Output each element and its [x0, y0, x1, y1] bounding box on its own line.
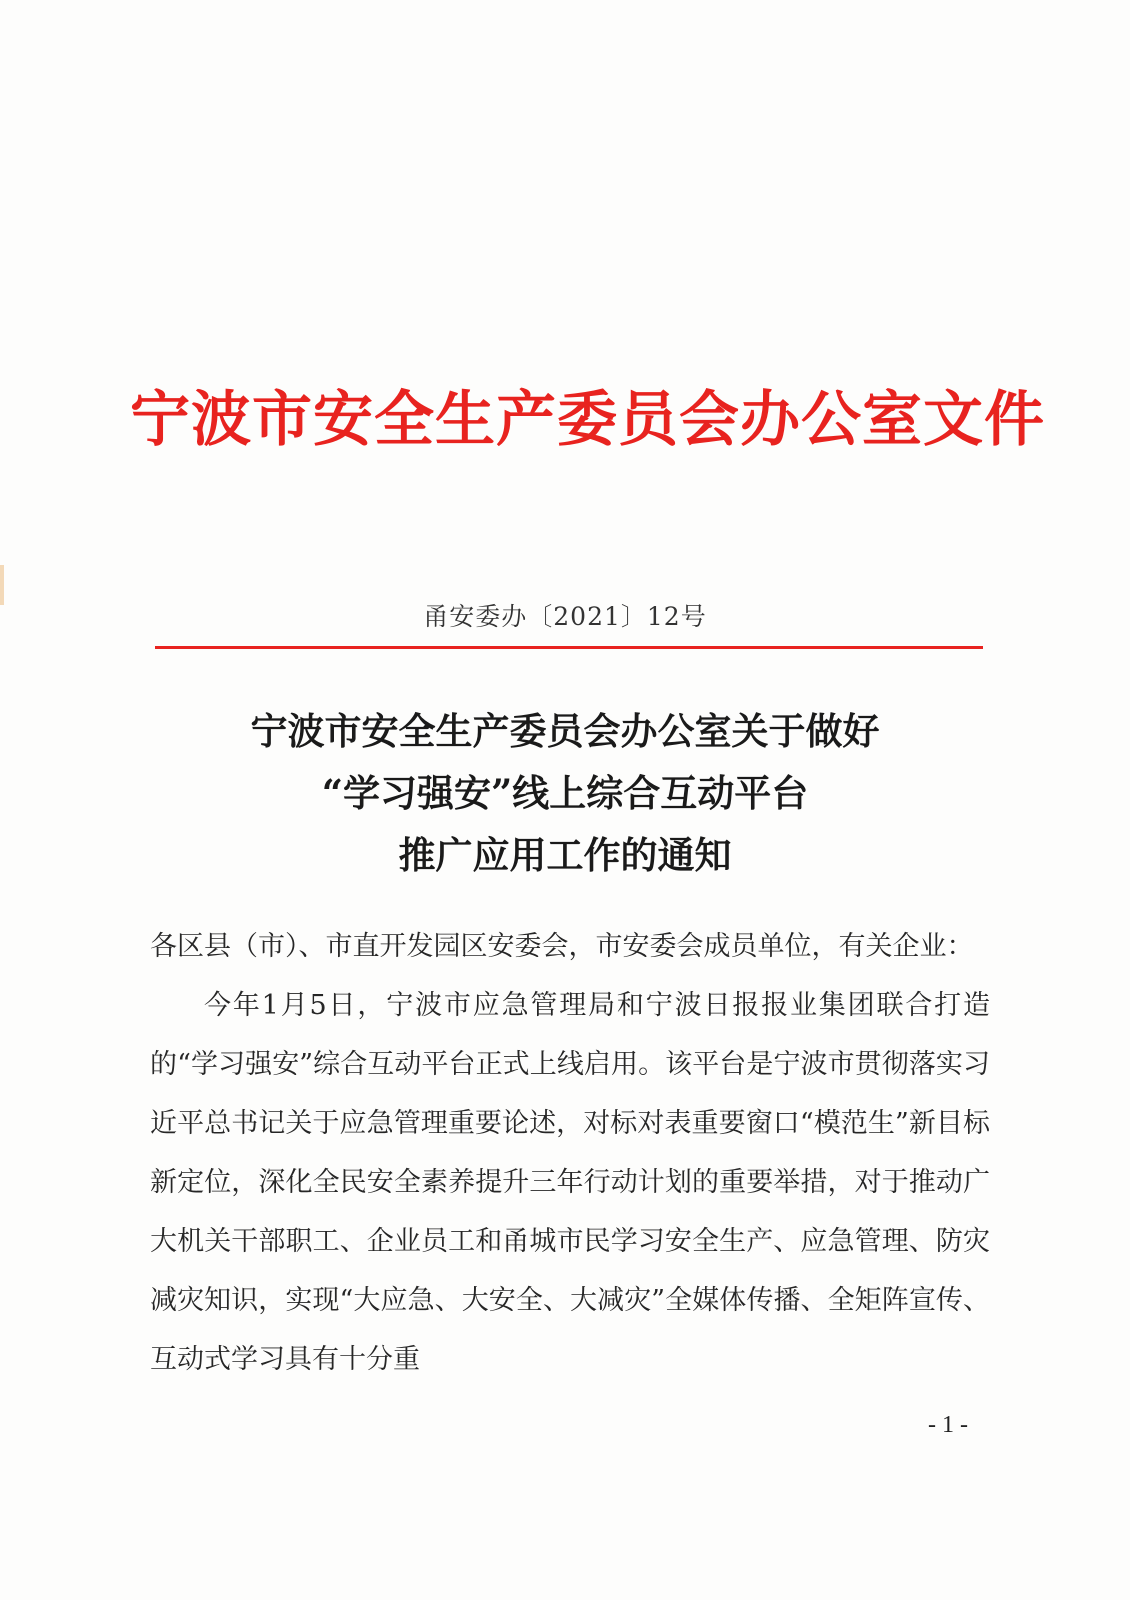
salutation: 各区县（市）、市直开发园区安委会，市安委会成员单位，有关企业：	[150, 931, 974, 962]
red-separator-line	[155, 646, 983, 649]
document-body	[150, 917, 990, 1389]
issuer-file-header: 宁波市安全生产委员会办公室文件	[130, 385, 1045, 455]
body-paragraph: 今年1月5日，宁波市应急管理局和宁波日报报业集团联合打造的“学习强安”综合互动平台正式上线启用。该平台是宁波市贯彻落实习近平总书记关于应急管理重要论述，对标对表重要窗口“模范生”新目标新定位，深化全民安全素养提升三年行动计划的重要举措，对于推动广大机关干部职工、企业员工和甬城市民学习安全生产、应急管理、防灾减灾知识，实现“大应急、大安全、大减灾”全媒体传播、全矩阵宣传、互动式学习具有十分重	[150, 990, 990, 1375]
document-title	[140, 700, 990, 886]
title-line-1: 宁波市安全生产委员会办公室关于做好	[250, 709, 880, 753]
title-line-2: “学习强安”线上综合互动平台	[321, 771, 809, 815]
page-number: - 1 -	[928, 1412, 968, 1438]
title-line-3: 推广应用工作的通知	[398, 833, 732, 877]
document-number: 甬安委办〔2021〕12号	[423, 602, 707, 631]
scan-edge-mark	[0, 565, 4, 605]
